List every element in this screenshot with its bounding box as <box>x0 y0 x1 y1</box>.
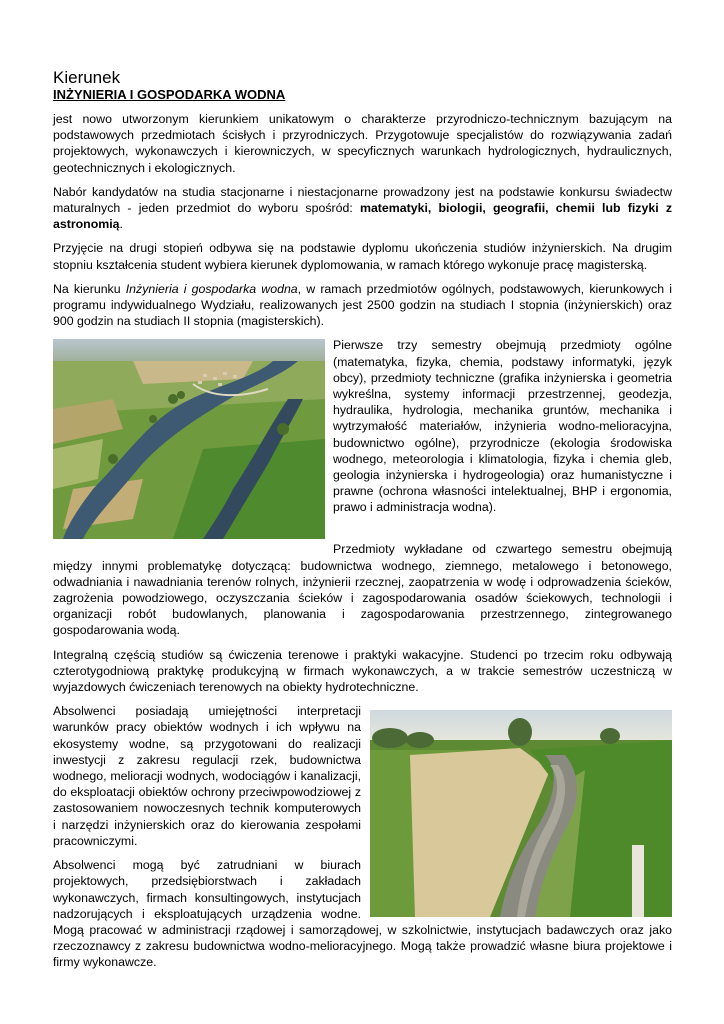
admission-end: . <box>119 217 123 232</box>
paragraph-second-degree: Przyjęcie na drugi stopień odbywa się na podstawie dyplomu ukończenia studiów inżynierskich. Na drugim stopniu kształcenia student wybiera kierunek dyplomowania, w ramach którego wykonuje pracę magisterską. <box>53 241 672 272</box>
paragraph-fieldwork: Integralną częścią studiów są ćwiczenia terenowe i praktyki wakacyjne. Studenci po trzecim roku odbywają czterotygodniową praktykę produkcyjną w firmach wykonawczych, a w trakcie semestrów uczestniczą w wyjazdowych ćwiczeniach terenowych na obiekty hydrotechniczne. <box>53 647 672 695</box>
paragraph-graduates-jobs: Absolwenci mogą być zatrudniani w biurach projektowych, przedsiębiorstwach i zakładach wykonawczych, firmach konsultingowych, instytucjach nadzorujących i eksploatujących urządzenia wodne. Mogą pracować w administracji rządowej i samorządowej, w szkolnictwie, instytucjach badawczych oraz jako rzeczoznawcy z zakresu budownictwa wodno-melioracyjnego. Mogą także prowadzić własne biura projektowe i firmy wykonawcze. <box>53 858 672 970</box>
program-start: Na kierunku <box>53 281 126 296</box>
drainage-canal-photo-icon <box>370 710 672 917</box>
aerial-river-photo <box>53 339 325 539</box>
heading-kicker: Kierunek <box>53 68 121 87</box>
paragraph-graduates-skills: Absolwenci posiadają umiejętności interpretacji warunków pracy obiektów wodnych i ich wpływu na ekosystemy wodne, są przygotowani do realizacji inwestycji z zakresu regulacji rzek, budownictwa wodnego, melioracji wodnych, wodociągów i kanalizacji, do eksploatacji obiektów ochrony przeciwpowodziowej z zastosowaniem nowoczesnych technik komputerowych i narzędzi inżynierskich oraz do kierowania zespołami pracowniczymi. <box>53 704 361 848</box>
program-rest: , w ramach przedmiotów ogólnych, podstawowych, kierunkowych i programu indywidualnego Wydziału, realizowanych jest 2500 godzin na studiach I stopnia (inżynierskich) oraz 900 godzin na studiach II stopnia (magisterskich). <box>53 281 672 329</box>
admission-text: Nabór kandydatów na studia stacjonarne i niestacjonarne prowadzony jest na podstawie konkursu świadectw maturalnych - jeden przedmiot do wyboru spośród: <box>53 184 672 216</box>
aerial-river-photo-icon <box>53 339 325 539</box>
program-name: Inżynieria i gospodarka wodna <box>125 281 298 296</box>
paragraph-fourth-semester: Przedmioty wykładane od czwartego semestru obejmują między innymi problematykę dotyczącą: budownictwa wodnego, ziemnego, metalowego i betonowego, odwadniania i nawadniania terenów rolnych, inżynierii rzecznej, zaopatrzenia w wodę i odprowadzenia ścieków, zagrożenia powodziowego, oczyszczania ścieków i zagospodarowania osadów ściekowych, technologii i organizacji robót budowlanych, planowania i zagospodarowania przestrzennego, zintegrowanego gospodarowania wodą. <box>53 542 672 638</box>
admission-subjects: matematyki, biologii, geografii, chemii lub fizyki z astronomią <box>53 201 672 232</box>
document-body <box>53 68 672 979</box>
paragraph-admission <box>53 184 672 233</box>
paragraph-intro: jest nowo utworzonym kierunkiem unikatowym o charakterze przyrodniczo-technicznym bazującym na podstawowych przedmiotach ścisłych i przyrodniczych. Przygotowuje specjalistów do rozwiązywania zadań projektowych, wykonawczych i kierowniczych, w specyficznych warunkach hydrologicznych, hydraulicznych, geotechnicznych i ekologicznych. <box>53 112 672 175</box>
paragraph-semesters: Pierwsze trzy semestry obejmują przedmioty ogólne (matematyka, fizyka, chemia, podstawy informatyki, język obcy), przedmioty techniczne (grafika inżynierska i geometria wykreślna, systemy informacji przestrzennej, geodezja, hydraulika, hydrologia, mechanika gruntów, mechanika i wytrzymałość materiałów, inżynieria wodno-melioracyjna, budownictwo ogólne), przyrodnicze (ekologia środowiska wodnego, meteorologia i klimatologia, fizyka i chemia gleb, geologia inżynierska i hydrogeologia) oraz humanistyczne i prawne (ochrona własności intelektualnej, BHP i ergonomia, prawo i administracja wodna). <box>333 338 672 515</box>
paragraph-program <box>53 281 672 330</box>
page-title: INŻYNIERIA I GOSPODARKA WODNA <box>53 87 286 102</box>
drainage-canal-photo <box>370 710 672 917</box>
